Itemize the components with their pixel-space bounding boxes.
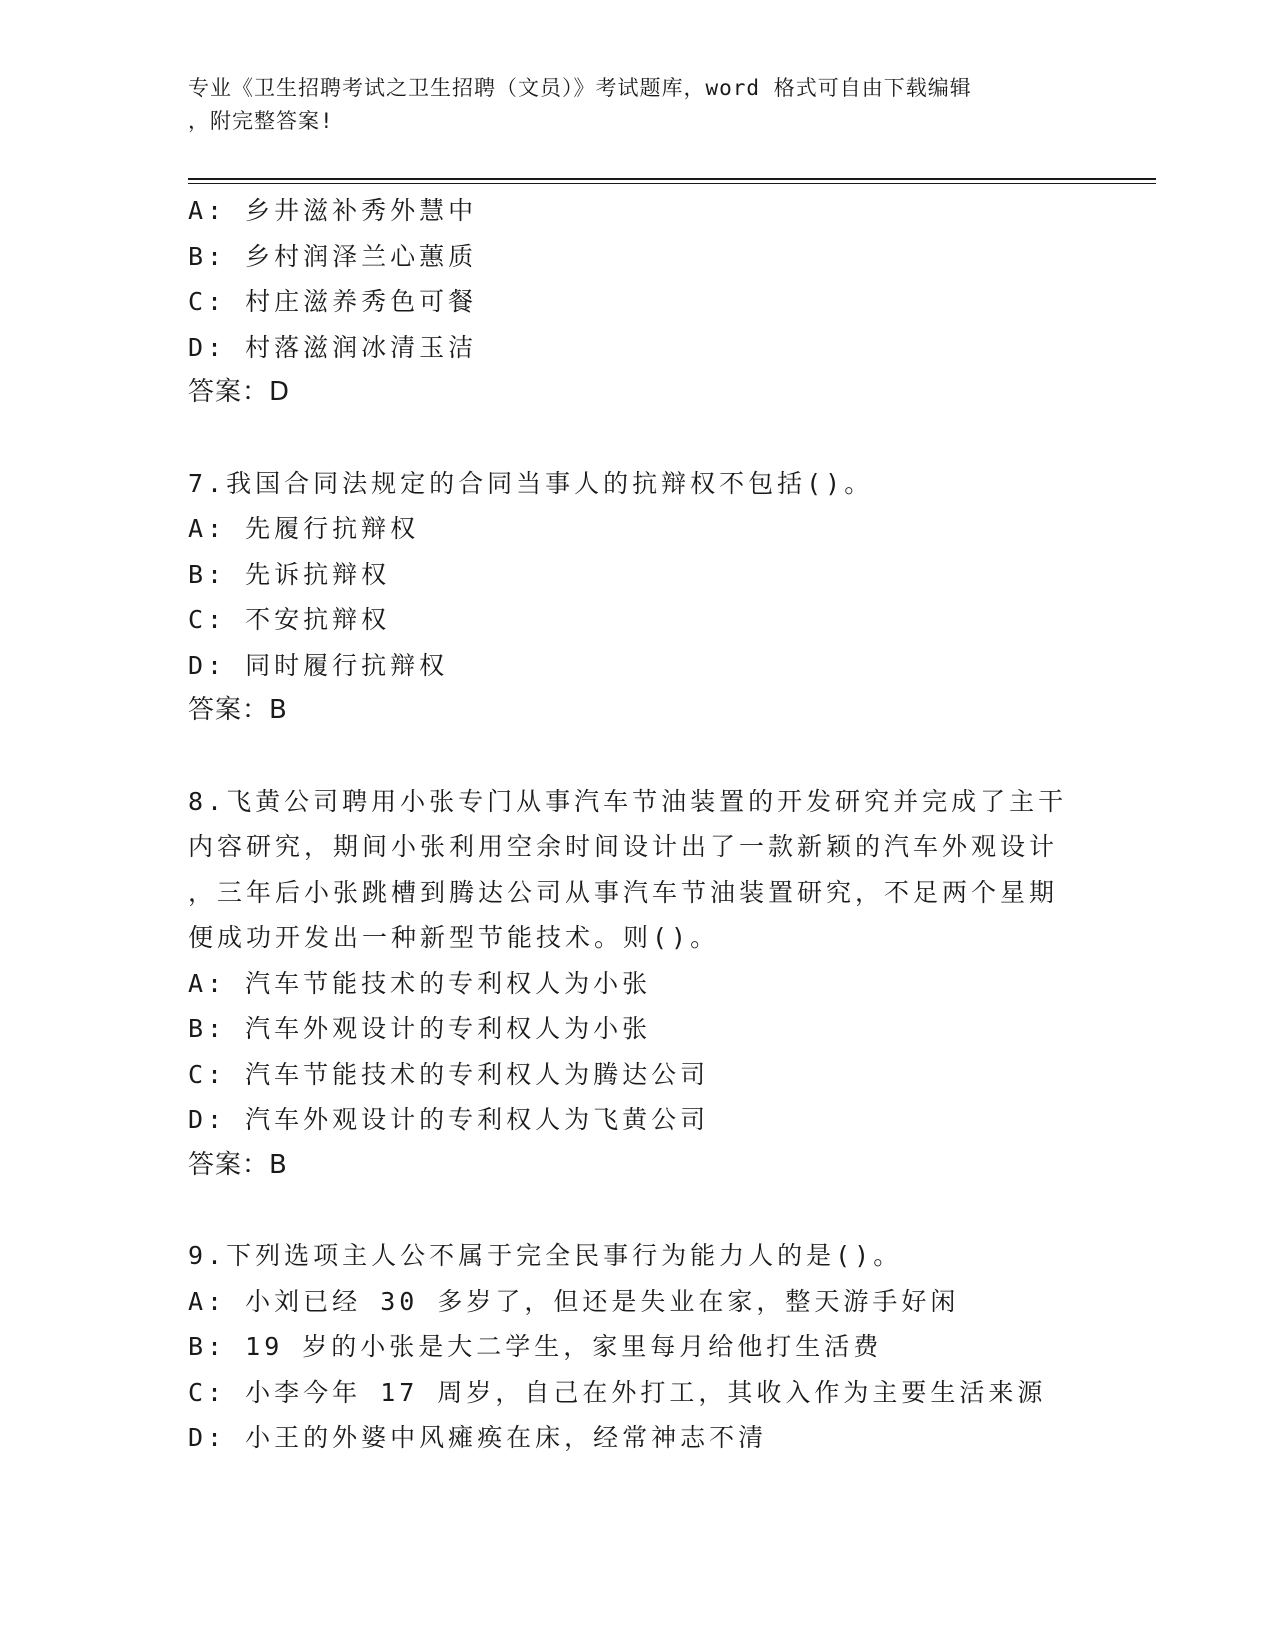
option-d: D: 汽车外观设计的专利权人为飞黄公司 bbox=[188, 1105, 710, 1134]
header-line-2: ，附完整答案! bbox=[188, 109, 334, 133]
document-header bbox=[188, 72, 1068, 138]
option-a: A: 小刘已经 30 多岁了，但还是失业在家，整天游手好闲 bbox=[188, 1286, 960, 1316]
option-d: D: 同时履行抗辩权 bbox=[188, 650, 449, 680]
question-9 bbox=[188, 1233, 1088, 1461]
option-a: A: 乡井滋补秀外慧中 bbox=[188, 196, 478, 225]
answer-line: 答案：B bbox=[188, 1149, 288, 1180]
spacer bbox=[188, 734, 1088, 779]
header-divider-thin bbox=[188, 183, 1156, 184]
question-6 bbox=[188, 188, 1088, 416]
answer-line: 答案：D bbox=[188, 377, 291, 407]
question-stem-line-3: ，三年后小张跳槽到腾达公司从事汽车节油装置研究，不足两个星期 bbox=[188, 877, 1059, 907]
spacer bbox=[188, 1188, 1088, 1233]
option-d: D: 小王的外婆中风瘫痪在床，经常神志不清 bbox=[188, 1423, 768, 1452]
question-stem-line-2: 内容研究，期间小张利用空余时间设计出了一款新颖的汽车外观设计 bbox=[188, 832, 1059, 861]
answer-line: 答案：B bbox=[188, 695, 288, 725]
option-c: C: 不安抗辩权 bbox=[188, 605, 391, 634]
question-list bbox=[188, 188, 1088, 1461]
question-8 bbox=[188, 779, 1088, 1189]
option-c: C: 汽车节能技术的专利权人为腾达公司 bbox=[188, 1059, 710, 1089]
header-line-1: 专业《卫生招聘考试之卫生招聘（文员）》考试题库，word 格式可自由下载编辑 bbox=[188, 76, 972, 100]
option-c: C: 小李今年 17 周岁，自己在外打工，其收入作为主要生活来源 bbox=[188, 1377, 1047, 1407]
option-d: D: 村落滋润冰清玉洁 bbox=[188, 332, 478, 362]
option-b: B: 汽车外观设计的专利权人为小张 bbox=[188, 1014, 652, 1043]
question-7 bbox=[188, 461, 1088, 734]
option-b: B: 乡村润泽兰心蕙质 bbox=[188, 241, 478, 271]
option-a: A: 汽车节能技术的专利权人为小张 bbox=[188, 968, 652, 998]
option-a: A: 先履行抗辩权 bbox=[188, 514, 420, 543]
option-b: B: 19 岁的小张是大二学生，家里每月给他打生活费 bbox=[188, 1332, 883, 1361]
question-stem: 9.下列选项主人公不属于完全民事行为能力人的是()。 bbox=[188, 1241, 903, 1270]
header-divider-thick bbox=[188, 178, 1156, 180]
option-c: C: 村庄滋养秀色可餐 bbox=[188, 287, 478, 316]
option-b: B: 先诉抗辩权 bbox=[188, 559, 391, 589]
spacer bbox=[188, 416, 1088, 461]
question-stem: 7.我国合同法规定的合同当事人的抗辩权不包括()。 bbox=[188, 468, 874, 498]
question-stem-line-1: 8.飞黄公司聘用小张专门从事汽车节油装置的开发研究并完成了主干 bbox=[188, 786, 1068, 816]
question-stem-line-4: 便成功开发出一种新型节能技术。则()。 bbox=[188, 923, 720, 952]
